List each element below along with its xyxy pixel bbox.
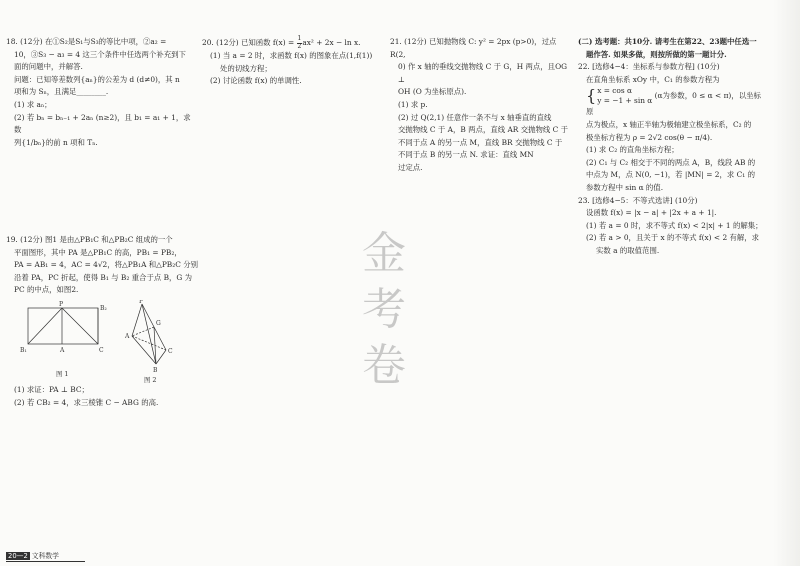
q20-tail: ax² + 2x − ln x. [302, 38, 361, 47]
q22-intro: 在直角坐标系 xOy 中，C₁ 的参数方程为 [586, 74, 720, 84]
q20-head: 20. (12分) 已知函数 f(x) = [202, 38, 297, 47]
q21-line: 21. (12分) 已知抛物线 C: y² = 2px (p>0)，过点 R(2, [390, 37, 557, 59]
fig1-label-c: C [99, 347, 104, 354]
watermark-stamp: 金 考 卷 [362, 228, 406, 391]
question-23 [578, 195, 768, 258]
column-1 [6, 36, 198, 295]
fig1-label-p: P [59, 301, 64, 308]
q21-line: 过定点. [398, 162, 423, 172]
fig1-edge [28, 308, 62, 344]
q23-title: 23. [选修4−5：不等式选讲] (10分) [578, 195, 698, 205]
q18-line: 问题：已知等差数列{aₙ}的公差为 d (d≠0)，其 n [14, 74, 180, 84]
elective-section [578, 36, 768, 61]
q19-line: PA = AB₁ = 4，AC = 4√2，将△PB₁A 和△PB₂C 分别 [14, 260, 198, 270]
fig2-label-p: P [139, 300, 144, 305]
q22-part-2: (2) C₁ 与 C₂ 相交于不同的两点 A，B，线段 AB 的 [586, 157, 756, 167]
fig2-label-g: G [156, 320, 161, 327]
fig2-label-c: C [168, 348, 173, 355]
q22-line: 点为极点，x 轴正半轴为极轴建立极坐标系，C₂ 的 [586, 119, 752, 129]
q18-part-2: (2) 若 bₙ = bₙ₋₁ + 2aₙ (n≥2)，且 b₁ = a₁ + 1，求数 [14, 112, 191, 135]
q19-line: 沿着 PA，PC 折起，使得 B₁ 与 B₂ 重合于点 B，G 为 [14, 272, 193, 282]
question-22 [578, 61, 768, 194]
q22-system: { x = cos α y = −1 + sin α (α为参数，0 ≤ α < π)，以坐标原 [586, 86, 761, 117]
page-footer [6, 550, 85, 562]
q18-line: 18. (12分) 在①S₂是S₁与S₃的等比中项，②a₂ = [6, 37, 167, 46]
q18-line: 项和为 Sₙ，且满足________. [14, 87, 109, 97]
q19-line: 19. (12分) 图1 是由△PB₁C 和△PB₂C 组成的一个 [6, 235, 173, 244]
figure-1 [28, 308, 98, 344]
fig2-edge-ac [132, 336, 166, 350]
fig1-caption: 图 1 [56, 370, 69, 378]
fig2-label-a: A [125, 333, 130, 340]
q20-line: 处的切线方程； [220, 63, 272, 73]
q20-part-1: (1) 当 a = 2 时，求函数 f(x) 的图象在点(1,f(1)) [210, 51, 373, 60]
q19-figure-svg [6, 300, 190, 396]
q19-part-2: (2) 若 CB₂ = 4，求三棱锥 C − ABG 的高. [14, 397, 159, 407]
q22-line: 极坐标方程为 ρ = 2√2 cos(θ − π/4). [586, 132, 713, 142]
q21-line: OH (O 为坐标原点). [398, 87, 467, 97]
subject-label: 文科数学 [31, 552, 59, 560]
question-21 [390, 36, 570, 175]
fig2-edge-ga [132, 327, 154, 336]
question-18 [6, 36, 196, 149]
q20-part-2: (2) 讨论函数 f(x) 的单调性. [210, 76, 302, 86]
q23-line: 实数 a 的取值范围. [596, 245, 660, 255]
q21-line: 不同于点 A 的另一点 M，直线 BR 交抛物线 C 于 [398, 137, 563, 147]
q18-line: 10，③S₃ − a₃ = 4 这三个条件中任选两个补充到下 [14, 49, 186, 59]
q21-line: 交抛物线 C 于 A，B 两点，直线 AR 交抛物线 C 于 [398, 125, 569, 135]
fig1-rectangle [28, 308, 98, 344]
q23-part-2: (2) 若 a > 0，且关于 x 的不等式 f(x) < 2 有解，求 [586, 233, 760, 243]
q21-part-1: (1) 求 p. [398, 99, 428, 109]
q18-line: 面的问题中，并解答. [14, 62, 83, 72]
fig2-caption: 图 2 [144, 376, 157, 384]
section-header: 题作答. 如果多做，则按所做的第一题计分. [586, 49, 727, 59]
q22-line: 中点为 M，点 N(0, −1)，若 |MN| = 2，求 C₁ 的 [586, 170, 755, 180]
q18-part-1: (1) 求 aₙ； [14, 99, 52, 109]
q21-part-2: (2) 过 Q(2,1) 任意作一条不与 x 轴垂直的直线 [398, 112, 552, 122]
q22-title: 22. [选修4−4：坐标系与参数方程] (10分) [578, 62, 720, 72]
fig1-label-b1: B₁ [20, 347, 27, 354]
q23-line: 设函数 f(x) = |x − a| + |2x + a + 1|. [586, 208, 717, 218]
fig2-edge-pb [142, 304, 156, 364]
q19-figures [6, 300, 190, 396]
column-4 [578, 36, 768, 258]
q19-parts [6, 384, 196, 409]
q23-part-1: (1) 若 a = 0 时，求不等式 f(x) < 2|x| + 1 的解集； [586, 220, 763, 230]
q21-line: 不同于点 B 的另一点 N. 求证：直线 MN [398, 150, 534, 160]
page-edge-shadow [773, 0, 800, 566]
column-2 [202, 36, 382, 88]
fig1-edge [62, 308, 98, 344]
fig1-label-a: A [60, 347, 65, 354]
figure-2 [132, 304, 166, 364]
q22-line: 参数方程中 sin α 的值. [586, 182, 664, 192]
page-number: 20—2 [8, 552, 28, 560]
question-19 [6, 234, 206, 297]
fig2-edge-pa [132, 304, 142, 336]
fig2-edge-bc [156, 350, 166, 364]
fig2-label-b: B [153, 367, 158, 374]
q19-line: PC 的中点，如图2. [14, 285, 79, 295]
q20-fraction: $\frac{1}{2}$ [297, 35, 302, 50]
fig1-label-b2: B₂ [100, 305, 107, 312]
q19-line: 平面图形，其中 PA 是△PB₁C 的高，PB₁ = PB₂， [14, 247, 182, 257]
q18-line: 列{1/bₙ}的前 n 项和 Tₙ. [14, 137, 98, 147]
column-3 [390, 36, 570, 175]
q22-part-1: (1) 求 C₂ 的直角坐标方程； [586, 145, 679, 155]
q21-line: 0) 作 x 轴的垂线交抛物线 C 于 G，H 两点，且OG ⊥ [398, 62, 568, 84]
q19-part-1: (1) 求证：PA ⊥ BC； [14, 385, 89, 394]
section-header: (二) 选考题：共10分. 请考生在第22、23题中任选一 [578, 37, 757, 46]
question-20 [202, 36, 382, 88]
